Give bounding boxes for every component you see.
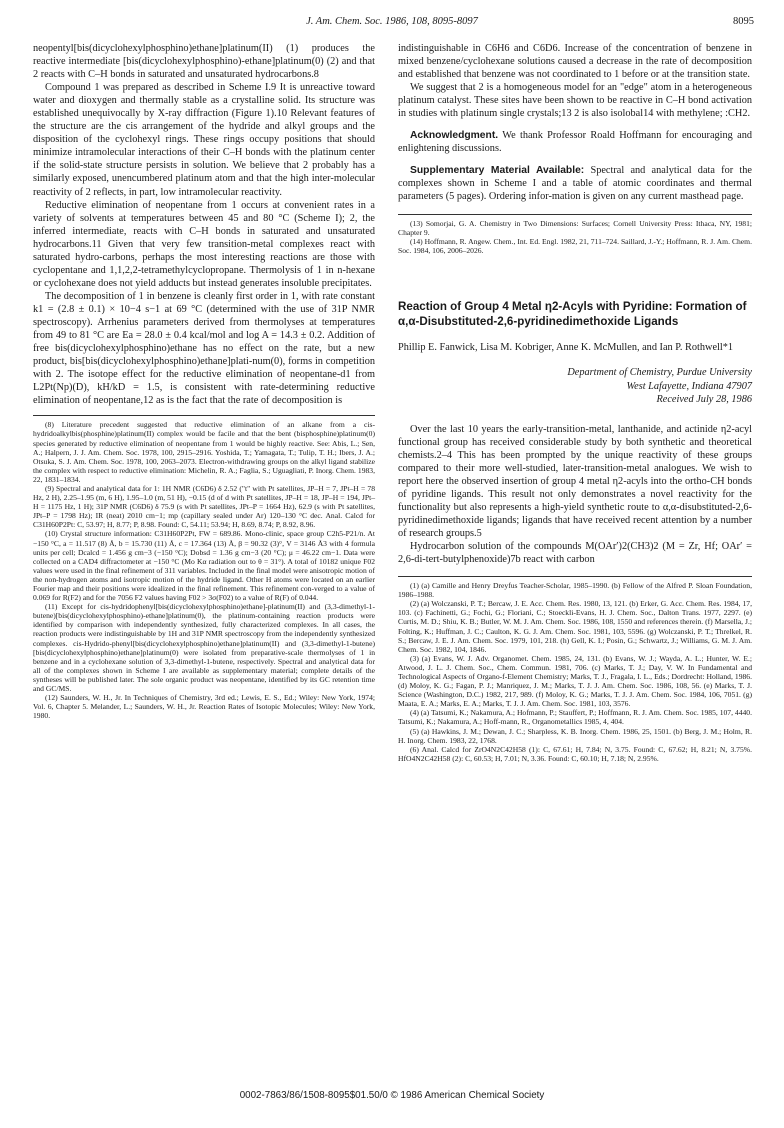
supplementary-material bbox=[398, 164, 752, 203]
footnote-divider bbox=[398, 214, 752, 215]
footnote: (9) Spectral and analytical data for 1: 1H NMR (C6D6) δ 2.52 ("t" with Pt satellites, JP–H = 7, JPt–H = 78 Hz, 2 H), 2.25–1.95 (m, 6 H), 1.95–1.0 (m, 51 H), −0.15 (d of d with Pt satellites, JP–H = 18, JP–H = 194, JPt–H = 1175 Hz, 1 H); 31P NMR (C6D6) δ 75.9 (s with Pt satellites, JPt–P = 1664 Hz), 62.9 (s with Pt satellites, JPt–P = 1798 Hz); IR (neat) 2010 cm−1; mp (capillary sealed under Ar) 120–130 °C dec. Anal. Calcd for C31H60P2Pt: C, 53.97; H, 8.77; P, 8.98. Found: C, 54.11; 53.94; H, 8.69, 8.74; P, 8.92, 8.96. bbox=[33, 483, 375, 530]
body-paragraph: Over the last 10 years the early-transition-metal, lanthanide, and actinide η2-acyl functional group has received considerable study by both synthetic and theoretical chemists.2–4 This has been prompted by the unique reactivity of these groups compared to their more well-studied, later-transition-metal analogues. We wish to report here the observed insertion of group 4 metal η2-acyls into the ortho-CH bonds of pyridine ligands. This result not only demonstrates a novel reactivity for the functionality but also represents a high-yield synthetic route to α,α-disubstituted-2,6-pyridinedimethoxide ligands; ligands that have received recent attention by a number of research groups.5 bbox=[398, 423, 752, 539]
footnote: (2) (a) Wolczanski, P. T.; Bercaw, J. E. Acc. Chem. Res. 1980, 13, 121. (b) Erker, G. Acc. Chem. Res. 1984, 17, 103. (c) Fachinetti, G.; Fochi, G.; Floriani, C.; Stoeckli-Evans, H. J. Chem. Soc., Dalton Trans. 1977, 2297. (e) Curtis, M. D.; Shiu, K. B.; Butler, W. M. J. Am. Chem. Soc. 1986, 108, 1550 and references therein. (f) Marsella, J.; Folting, K.; Huffman, J. C.; Caulton, K. G. J. Am. Chem. Soc. 1981, 103, 5596. (g) Wolczanski, P. T.; Threlkel, R. S.; Bercaw, J. E. J. Am. Chem. Soc. 1979, 101, 218. (h) Gell, K. I.; Posin, G.; Schwartz, J.; Williams, G. M. J. Am. Chem. Soc. 1982, 104, 1846. bbox=[398, 599, 752, 654]
footnote: (8) Literature precedent suggested that reductive elimination of an alkane from a cis-hydridoalkylbis(phosphine)platinum(II) complex would be facile and that the bent (bisphosphine)platinum(0) species generated by reductive elimination of neopentane from 1 would be highly reactive. See: Abis, L.; Sen, A.; Halpern, J. J. Am. Chem. Soc. 1978, 100, 2915–2916. Yoshida, T.; Yamagata, T.; Tulip, T. H.; Ibers, J. A.; Otsuka, S. J. Am. Chem. Soc. 1978, 100, 2063–2073. Electron-withdrawing groups on the alkyl ligand stabilize the complex with respect to reductive elimination: Michelin, R. A.; Faglia, S.; Uguagliati, P. Inorg. Chem. 1983, 22, 1831–1834. bbox=[33, 420, 375, 484]
body-paragraph: Compound 1 was prepared as described in Scheme I.9 It is unreactive toward water and dioxygen and thermally stable as a crystalline solid. Its structure was established unequivocally by X-ray diffraction (Figure 1).10 Relevant features of the structure are the cis arrangement of the hydride and alkyl groups and the disposition of the cyclohexyl rings. These rings occupy positions that should minimize intramolecular interactions of their C–H bonds with the platinum center if the solid-state structure persists in solution. We believe that 2 probably has a similarly exposed, unencumbered platinum atom and that the high inter-molecular reactivity of 2 reflects, in part, low intramolecular reactivity. bbox=[33, 82, 375, 198]
article-title: Reaction of Group 4 Metal η2-Acyls with Pyridine: Formation of α,α-Disubstituted-2,6-pyridinedimethoxide Ligands bbox=[398, 299, 747, 328]
page-header bbox=[0, 14, 784, 32]
acknowledgment-text: We thank Professor Roald Hoffmann for encouraging and enlightening discussions. bbox=[398, 130, 752, 155]
footnote: (3) (a) Evans, W. J. Adv. Organomet. Chem. 1985, 24, 131. (b) Evans, W. J.; Wayda, A. L.; Hunter, W. E.; Atwood, J. L. J. Chem. Soc., Chem. Commun. 1981, 706. (c) Marks, T. J.; Day, V. W. In Fundamental and Technological Aspects of Organo-f-Element Chemistry; Marks, T. J., Fragala, I. L., Eds.; Dordrecht: Holland, 1986. (d) Moloy, K. G.; Fagan, P. J.; Manriquez, J. M.; Marks, T. J. J. Am. Chem. Soc. 1986, 108, 56. (e) Marks, T. J. Science (Washington, D.C.) 1982, 217, 989. (f) Moloy, K. G.; Marks, T. J. J. Am. Chem. Soc. 1984, 106, 7051. (g) Maata, E. A.; Marks, E. A.; Marks, T. J. J. Am. Chem. Soc. 1981, 103, 3576. bbox=[398, 653, 752, 709]
footnote: (4) (a) Tatsumi, K.; Nakamura, A.; Hofmann, P.; Stauffert, P.; Hoffmann, R. J. Am. Chem. Soc. 1985, 107, 4440. Tatsumi, K.; Nakamura, A.; Hoff-mann, R., Organometallics 1985, 4, 404. bbox=[398, 708, 752, 727]
footnote-divider bbox=[398, 576, 752, 577]
supplementary-label: Supplementary Material Available: bbox=[410, 165, 585, 177]
footnote-divider bbox=[33, 415, 375, 416]
body-paragraph: indistinguishable in C6H6 and C6D6. Increase of the concentration of benzene in mixed benzene/cyclohexane solutions caused a decrease in the rate of decomposition and established that benzene was not coordinated to 1 before or at the transition state. bbox=[398, 43, 752, 81]
acknowledgment-label: Acknowledgment. bbox=[410, 130, 499, 142]
body-paragraph: Reductive elimination of neopentane from 1 occurs at convenient rates in a variety of solvents at temperatures between 45 and 80 °C (Scheme I); 2, the inferred intermediate, reacts with C–H bonds in saturated and unsaturated hydrocarbons.11 Given that very few transition-metal complexes react with saturated hydro-carbons, perhaps the most interesting reactions are those with cyclopentane and 1,1,2,2-tetramethylcyclopropane. Thermolysis of 1 in n-hexane or cyclohexane does not yield adducts but instead generates insoluble precipitates. bbox=[33, 199, 375, 289]
page-number: 8095 bbox=[733, 16, 754, 27]
page-footer: 0002-7863/86/1508-8095$01.50/0 © 1986 American Chemical Society bbox=[239, 1090, 545, 1101]
body-paragraph: The decomposition of 1 in benzene is cleanly first order in 1, with rate constant k1 = (2.8 ± 0.1) × 10−4 s−1 at 69 °C (determined with the use of 31P NMR spectroscopy). Arrhenius parameters derived from thermolyses at temperatures from 49 to 81 °C are Ea = 28.0 ± 0.4 kcal/mol and log A = 14.3 ± 0.2. Addition of free bis(dicyclohexylphosphino)ethane has no effect on the rate, but a new product, bis[bis(dicyclohexylphosphino)ethane]plati-num(0), forms in competition with 2. The isotope effect for the reductive elimination of neopentane-d1 from L2Pt(Np)(D), kH/kD = 1.5, is consistent with rate-determining reductive elimination of neopentane,12 as is the fact that the rate of decomposition is bbox=[33, 290, 375, 407]
footnote: (14) Hoffmann, R. Angew. Chem., Int. Ed. Engl. 1982, 21, 711–724. Saillard, J.-Y.; Hoffmann, R. J. Am. Chem. Soc. 1984, 106, 2006–2026. bbox=[398, 236, 752, 255]
acknowledgment bbox=[398, 129, 752, 155]
footnote: (13) Somorjai, G. A. Chemistry in Two Dimensions: Surfaces; Cornell University Press: Ithaca, NY, 1981; Chapter 9. bbox=[398, 218, 752, 237]
footnote: (1) (a) Camille and Henry Dreyfus Teacher-Scholar, 1985–1990. (b) Fellow of the Alfred P. Sloan Foundation, 1986–1988. bbox=[398, 581, 752, 600]
body-paragraph: Hydrocarbon solution of the compounds M(OAr′)2(CH3)2 (M = Zr, Hf; OAr′ = 2,6-di-tert-butylphenoxide)7b react with carbon bbox=[398, 540, 752, 565]
footnote: (12) Saunders, W. H., Jr. In Techniques of Chemistry, 3rd ed.; Lewis, E. S., Ed.; Wiley: New York, 1974; Vol. 6, Chapter 5. Melander, L.; Saunders, W. H., Jr. Reaction Rates of Isotopic Molecules; Wiley: New York, 1980. bbox=[33, 693, 375, 721]
received-date: Received July 28, 1986 bbox=[656, 394, 752, 406]
body-paragraph: We suggest that 2 is a homogeneous model for an "edge" atom in a heterogeneous platinum catalyst. These sites have been shown to be reactive in C–H bond activation in studies with platinum single crystals;13 2 is also isolobal14 with methylene; :CH2. bbox=[398, 82, 752, 120]
left-column bbox=[33, 42, 375, 720]
footnote: (6) Anal. Calcd for ZrO4N2C42H58 (1): C, 67.61; H, 7.84; N, 3.75. Found: C, 67.62; H, 8.21; N, 3.75%. HfO4N2C42H58 (2): C, 60.53; H, 7.01; N, 3.36. Found: C, 60.10; H, 7.18; N, 2.95%. bbox=[398, 744, 752, 763]
supplementary-text: Spectral and analytical data for the complexes shown in Scheme I and a table of atomic coordinates and thermal parameters (5 pages). Ordering infor-mation is given on any current masthead page. bbox=[398, 165, 753, 203]
right-column bbox=[398, 42, 752, 763]
footnote: (5) (a) Hawkins, J. M.; Dewan, J. C.; Sharpless, K. B. Inorg. Chem. 1986, 25, 1501. (b) Berg, J. M.; Holm, R. H. Inorg. Chem. 1983, 22, 1768. bbox=[398, 726, 752, 745]
footnote: (10) Crystal structure information: C31H60P2Pt, FW = 689.86. Mono-clinic, space group C2h5-P21/n. At −150 °C, a = 11.517 (8) Å, b = 15.730 (11) Å, c = 17.364 (13) Å, β = 90.32 (3)°, V = 3146 Å3 with 4 formula units per cell; Dcalcd = 1.456 g cm−3 (−150 °C); Dobsd = 1.36 g cm−3 (20 °C); μ = 46.22 cm−1. Data were collected on a CAD4 diffractometer at −150 °C (Mo Kα radiation out to θ = 31°). A total of 10182 unique F02 values were used in the final refinement of 311 variables. Included in the final model were anisotropic motion of the non-hydrogen atoms and isotropic motion of the hydride ligand. Other H atoms were located on an earlier Fourier map and their positions were idealized in the final refinement. This refinement con-verged to a value of 0.069 for R(F2) and for the 7056 F2 values having F02 > 3σ(F02) to a value of R(F) of 0.044. bbox=[33, 529, 375, 603]
affiliation-department: Department of Chemistry, Purdue University bbox=[567, 367, 752, 379]
affiliation-location: West Lafayette, Indiana 47907 bbox=[626, 380, 752, 392]
journal-citation: J. Am. Chem. Soc. 1986, 108, 8095-8097 bbox=[306, 16, 478, 27]
footnote: (11) Except for cis-hydridophenyl[bis(dicyclohexylphosphino)ethane]-platinum(II) and (3,3-dimethyl-1-butene)[bis(dicyclohexylphosphino)-ethane]platinum(0), the platinum-containing reaction products were identified by comparison with independently synthesized, fully characterized complexes. In all cases, the reaction products were indistinguishable by 1H and 31P NMR spectroscopy from the independently synthesized complexes. cis-Hydrido-phenyl[bis(dicyclohexylphosphino)ethane]platinum(II) and (3,3-dimethyl-1-butene)[bis(dicyclohexylphosphino)ethane]platinum(0) were isolated from preparative-scale thermolyses of 1 in benzene and in a cyclohexane solution of 3,3-dimethyl-1-butene, respectively. Spectral and analytical data for all of the complexes shown in Scheme I are available as supplementary material; complete details of the syntheses will be published later. The sole organic product was neopentane, identified by its GC retention time and GC/MS. bbox=[33, 602, 375, 694]
body-paragraph: neopentyl[bis(dicyclohexylphosphino)ethane]platinum(II) (1) produces the reactive intermediate [bis(dicyclohexylphosphino)-ethane]platinum(0) (2) and that 2 reacts with C–H bonds in saturated and unsaturated hydrocarbons.8 bbox=[33, 43, 375, 81]
article-authors: Phillip E. Fanwick, Lisa M. Kobriger, Anne K. McMullen, and Ian P. Rothwell*1 bbox=[398, 341, 734, 353]
